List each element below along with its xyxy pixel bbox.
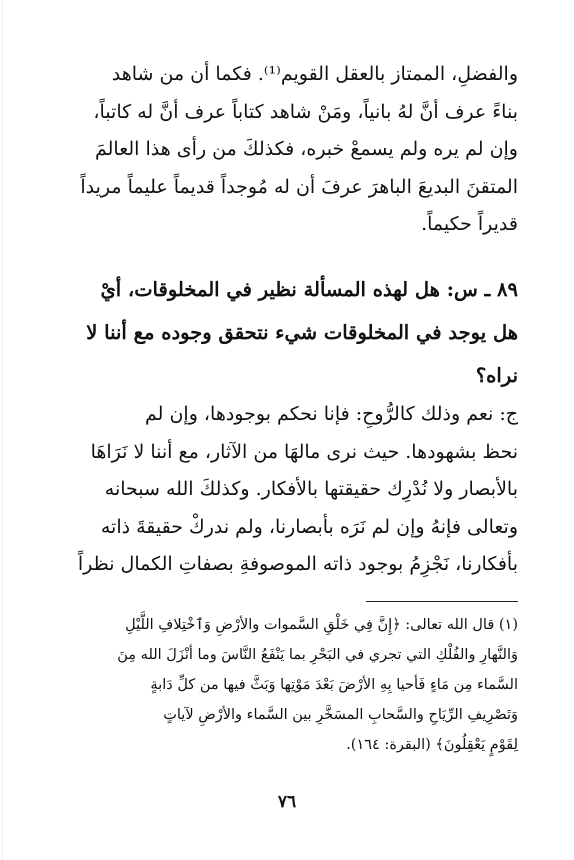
scan-edge xyxy=(2,0,3,860)
question-line: هل يوجد في المخلوقات شيء نتحقق وجوده مع أننا لا xyxy=(86,321,518,344)
text-line: بالأبصار ولا نُدْرِك حقيقتها بالأفكار. وكذلكَ الله سبحانه xyxy=(104,478,518,500)
text-line: وإن لم يره ولم يسمعْ خبره، فكذلكَ من رأى هذا العالمَ xyxy=(94,138,518,160)
text-line: والفضلِ، الممتاز بالعقل القويم⁽¹⁾. فكما أن من شاهد xyxy=(111,63,518,85)
footnote-line: السَّماء مِن مَاءٍ فَأحيا بِهِ الأرْضَ بَعْدَ مَوْتِها وَبَثَّ فيها من كلِّ دَابةٍ xyxy=(150,677,518,693)
footnote-line: لِقَوْمٍ يَعْقِلُونَ﴾ (البقرة: ١٦٤). xyxy=(346,737,518,753)
text-line: ج: نعم وذلك كالرُّوحِ: فإنا نحكم بوجودها، وإن لم xyxy=(144,403,518,425)
footnote-divider xyxy=(366,601,518,602)
question-89 xyxy=(72,268,518,397)
page-number: ٧٦ xyxy=(277,792,297,812)
footnote-line: وَالنَّهارِ والفُلْكِ التي تجري في البَحْرِ بما يَنْفَعُ النَّاسَ وما أنْزَلَ الله مِنَ xyxy=(117,647,518,663)
footnote-line: وَتَصْرِيفِ الرِّيَاحِ والسَّحابِ المسَخَّرِ بين السَّماء والأرْضِ لآياتٍ xyxy=(163,707,518,723)
paragraph-intro xyxy=(72,56,518,244)
answer-paragraph xyxy=(72,396,518,584)
text-line: بناءً عرف أنَّ لهُ بانياً، ومَنْ شاهد كتاباً عرف أنَّ له كاتباً، xyxy=(93,100,518,123)
text-line: نحظ بشهودها. حيث نرى مالهَا من الآثار، مع أننا لا نَرَاهَا xyxy=(90,440,518,463)
text-line: قديراً حكيماً. xyxy=(421,213,518,235)
question-line: نراه؟ xyxy=(475,364,518,387)
footnote xyxy=(72,610,518,760)
footnote-line: (١) قال الله تعالى: ﴿إِنَّ فِي خَلْقِ السَّموات والأرْضِ وَٱخْتِلافِ اللَّيْلِ xyxy=(125,617,518,633)
question-line: ٨٩ ـ س: هل لهذه المسألة نظير في المخلوقات، أيْ xyxy=(100,278,518,301)
text-line: وتعالى فإنهُ وإن لم نَرَه بأبصارنا، ولم ندركْ حقيقةَ ذاته xyxy=(100,515,518,538)
text-line: بأفكارنا، نَجْزِمُ بوجود ذاته الموصوفةِ بصفاتِ الكمال نظراً xyxy=(77,553,518,575)
text-line: المتقنَ البديعَ الباهرَ عرفَ أن له مُوجداً قديماً عليماً مريداً xyxy=(80,175,518,198)
